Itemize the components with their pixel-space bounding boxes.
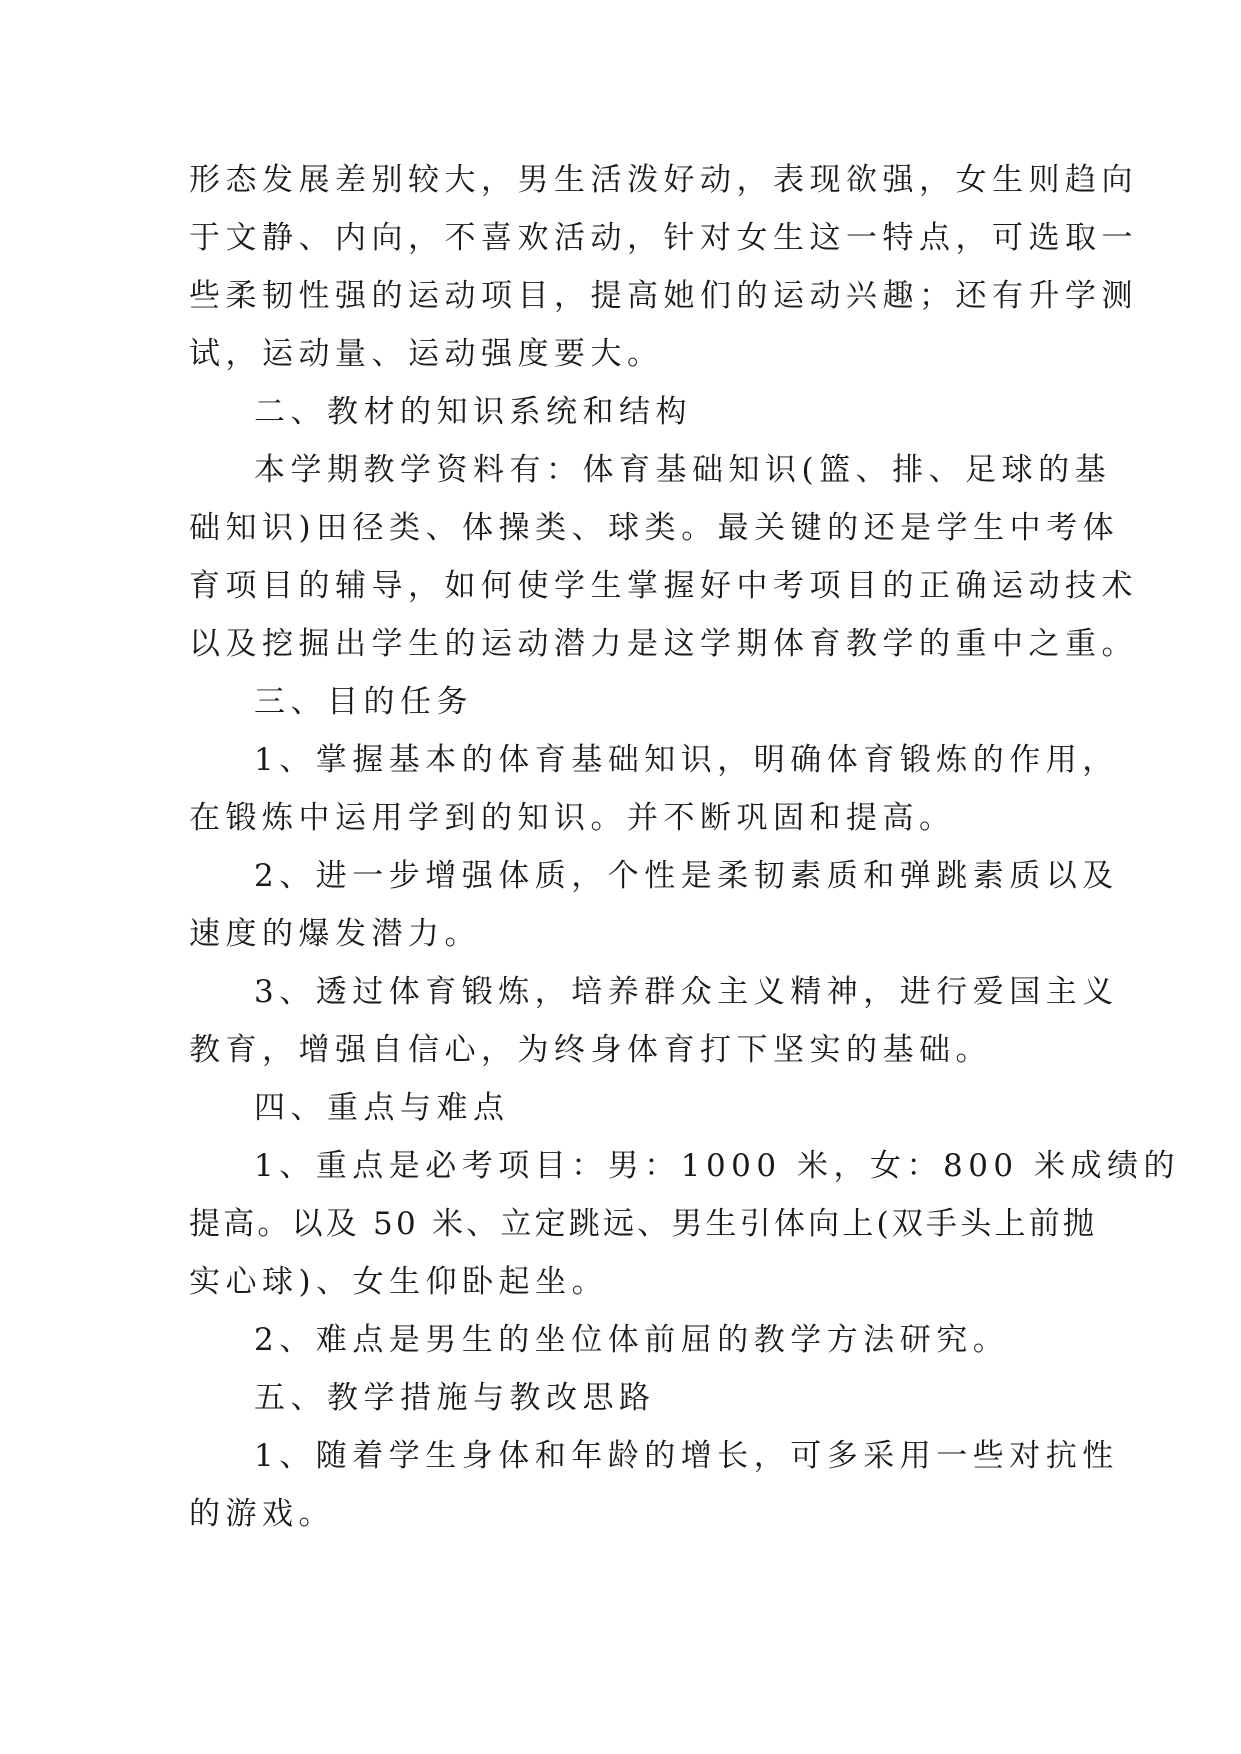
text-line: 的游戏。 (189, 1496, 335, 1532)
text-line: 试，运动量、运动强度要大。 (189, 336, 664, 372)
text-line: 于文静、内向，不喜欢活动，针对女生这一特点，可选取一 (189, 220, 1138, 256)
text-line: 1、重点是必考项目：男：1000 米，女：800 米成绩的 (254, 1148, 1180, 1184)
text-line: 实心球)、女生仰卧起坐。 (189, 1264, 609, 1300)
text-line: 以及挖掘出学生的运动潜力是这学期体育教学的重中之重。 (189, 626, 1138, 662)
text-line: 1、随着学生身体和年龄的增长，可多采用一些对抗性 (254, 1438, 1119, 1474)
section-heading: 五、教学措施与教改思路 (254, 1380, 656, 1416)
text-line: 3、透过体育锻炼，培养群众主义精神，进行爱国主义 (254, 974, 1119, 1010)
text-line: 形态发展差别较大，男生活泼好动，表现欲强，女生则趋向 (189, 162, 1138, 198)
text-line: 速度的爆发潜力。 (189, 916, 481, 952)
text-line: 1、掌握基本的体育基础知识，明确体育锻炼的作用， (254, 742, 1119, 778)
text-line: 育项目的辅导，如何使学生掌握好中考项目的正确运动技术 (189, 568, 1138, 604)
text-line: 2、难点是男生的坐位体前屈的教学方法研究。 (254, 1322, 1010, 1358)
text-line: 教育，增强自信心，为终身体育打下坚实的基础。 (189, 1032, 992, 1068)
section-heading: 二、教材的知识系统和结构 (254, 394, 692, 430)
text-line: 些柔韧性强的运动项目，提高她们的运动兴趣；还有升学测 (189, 278, 1138, 314)
text-line: 础知识)田径类、体操类、球类。最关键的还是学生中考体 (189, 510, 1120, 546)
section-heading: 三、目的任务 (254, 684, 473, 720)
text-line: 本学期教学资料有：体育基础知识(篮、排、足球的基 (254, 452, 1112, 488)
section-heading: 四、重点与难点 (254, 1090, 510, 1126)
text-line: 在锻炼中运用学到的知识。并不断巩固和提高。 (189, 800, 956, 836)
text-line: 2、进一步增强体质，个性是柔韧素质和弹跳素质以及 (254, 858, 1119, 894)
text-line: 提高。以及 50 米、立定跳远、男生引体向上(双手头上前抛 (189, 1206, 1098, 1242)
